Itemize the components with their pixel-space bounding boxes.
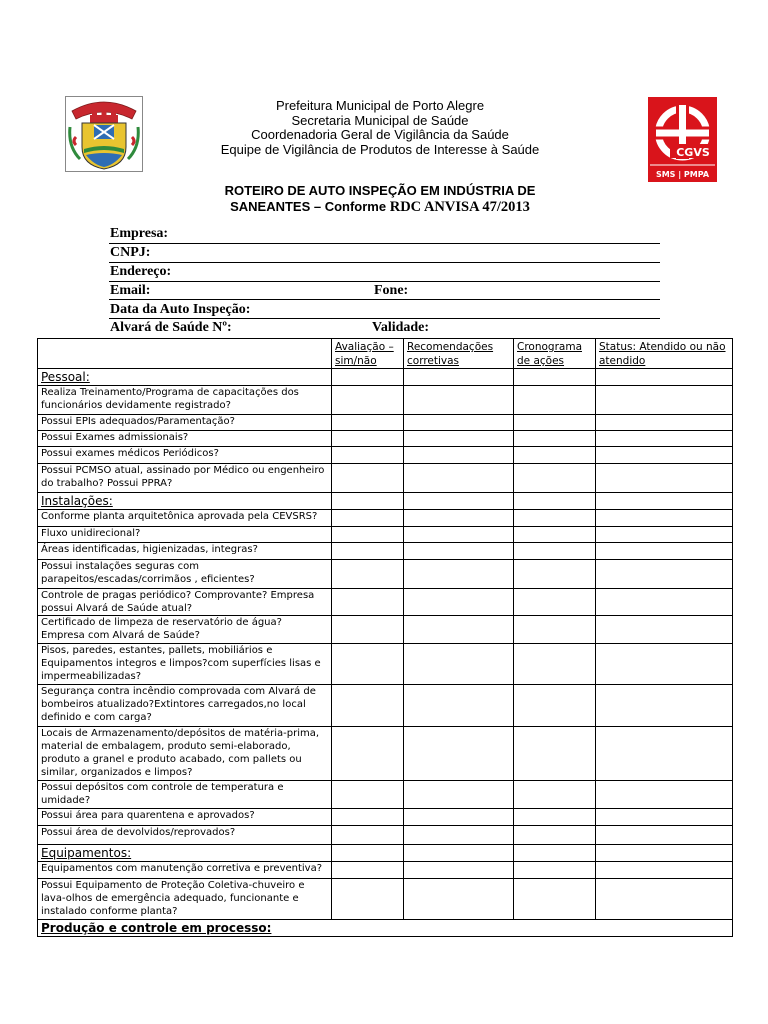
answer-cell[interactable] [404, 685, 514, 727]
answer-cell[interactable] [596, 527, 733, 543]
answer-cell[interactable] [404, 527, 514, 543]
answer-cell[interactable] [596, 431, 733, 447]
field-email-label: Email: [110, 283, 151, 298]
table-cell[interactable] [404, 493, 514, 510]
item-label: Conforme planta arquitetônica aprovada pela CEVSRS? [38, 510, 332, 527]
table-cell[interactable] [514, 369, 596, 386]
answer-cell[interactable] [596, 464, 733, 493]
answer-cell[interactable] [404, 447, 514, 464]
answer-cell[interactable] [332, 510, 404, 527]
checklist-table [37, 338, 733, 937]
answer-cell[interactable] [596, 862, 733, 879]
answer-cell[interactable] [514, 781, 596, 809]
item-label: Áreas identificadas, higienizadas, integras? [38, 543, 332, 560]
item-label: Pisos, paredes, estantes, pallets, mobiliários e Equipamentos integros e limpos?com superfícies lisas e impermeabilizadas? [38, 644, 332, 685]
answer-cell[interactable] [332, 644, 404, 685]
header-cell-status: Status: Atendido ou não atendido [596, 339, 733, 369]
field-email-line[interactable] [109, 299, 660, 300]
answer-cell[interactable] [514, 727, 596, 781]
answer-cell[interactable] [404, 464, 514, 493]
field-empresa-line[interactable] [109, 243, 660, 244]
table-row [38, 809, 733, 826]
header-line-1: Prefeitura Municipal de Porto Alegre [275, 98, 485, 113]
section-row [38, 493, 733, 510]
header-cell-recomendacoes: Recomendações corretivas [404, 339, 514, 369]
answer-cell[interactable] [514, 464, 596, 493]
answer-cell[interactable] [332, 616, 404, 644]
answer-cell[interactable] [332, 431, 404, 447]
table-row [38, 386, 733, 415]
answer-cell[interactable] [332, 415, 404, 431]
answer-cell[interactable] [404, 431, 514, 447]
answer-cell[interactable] [404, 809, 514, 826]
item-label: Possui área de devolvidos/reprovados? [38, 826, 332, 845]
answer-cell[interactable] [514, 862, 596, 879]
answer-cell[interactable] [514, 616, 596, 644]
title-line-2-a: SANEANTES – Conforme [230, 199, 390, 214]
answer-cell[interactable] [596, 826, 733, 845]
table-row [38, 464, 733, 493]
table-cell[interactable] [332, 845, 404, 862]
answer-cell[interactable] [514, 415, 596, 431]
item-label: Locais de Armazenamento/depósitos de matéria-prima, material de embalagem, produto semi-elaborado, produto a granel e produto acabado, com pallets ou similar, organizados e limpos? [38, 727, 332, 781]
answer-cell[interactable] [596, 781, 733, 809]
answer-cell[interactable] [332, 560, 404, 589]
answer-cell[interactable] [332, 464, 404, 493]
answer-cell[interactable] [404, 510, 514, 527]
section-row [38, 845, 733, 862]
table-cell[interactable] [514, 845, 596, 862]
answer-cell[interactable] [514, 431, 596, 447]
answer-cell[interactable] [514, 809, 596, 826]
answer-cell[interactable] [332, 527, 404, 543]
answer-cell[interactable] [404, 543, 514, 560]
answer-cell[interactable] [404, 781, 514, 809]
answer-cell[interactable] [332, 809, 404, 826]
table-cell[interactable] [404, 369, 514, 386]
table-row [38, 685, 733, 727]
answer-cell[interactable] [596, 447, 733, 464]
answer-cell[interactable] [596, 560, 733, 589]
answer-cell[interactable] [514, 685, 596, 727]
header-line-2: Secretaria Municipal de Saúde [291, 112, 469, 128]
table-cell[interactable] [514, 493, 596, 510]
answer-cell[interactable] [596, 616, 733, 644]
answer-cell[interactable] [404, 879, 514, 920]
porto-alegre-coat-of-arms-logo [65, 96, 143, 172]
cgvs-logo-subtext: SMS | PMPA [655, 170, 710, 179]
answer-cell[interactable] [404, 616, 514, 644]
item-label: Possui PCMSO atual, assinado por Médico ou engenheiro do trabalho? Possui PPRA? [38, 464, 332, 493]
answer-cell[interactable] [404, 589, 514, 616]
table-cell[interactable] [332, 369, 404, 386]
table-row [38, 415, 733, 431]
answer-cell[interactable] [332, 685, 404, 727]
item-label: Equipamentos com manutenção corretiva e preventiva? [38, 862, 332, 879]
item-label: Possui área para quarentena e aprovados? [38, 809, 332, 826]
cgvs-logo-text: CGVS [676, 146, 710, 159]
table-row [38, 527, 733, 543]
table-row [38, 781, 733, 809]
header-cell-avaliacao: Avaliação – sim/não [332, 339, 404, 369]
answer-cell[interactable] [596, 543, 733, 560]
answer-cell[interactable] [332, 781, 404, 809]
document-title [150, 183, 610, 215]
field-cnpj-label: CNPJ: [110, 245, 151, 260]
table-row [38, 879, 733, 920]
item-label: Possui instalações seguras com parapeitos/escadas/corrimãos , eficientes? [38, 560, 332, 589]
item-label: Possui depósitos com controle de temperatura e umidade? [38, 781, 332, 809]
answer-cell[interactable] [404, 644, 514, 685]
item-label: Segurança contra incêndio comprovada com Alvará de bombeiros atualizado?Extintores carregados,no local definido e com carga? [38, 685, 332, 727]
header-institution-block [180, 99, 580, 157]
table-cell[interactable] [596, 493, 733, 510]
field-empresa-label: Empresa: [110, 226, 169, 241]
item-label: Fluxo unidirecional? [38, 527, 332, 543]
header-line-3: Coordenadoria Geral de Vigilância da Saúde [251, 127, 509, 142]
answer-cell[interactable] [514, 447, 596, 464]
item-label: Possui EPIs adequados/Paramentação? [38, 415, 332, 431]
item-label: Certificado de limpeza de reservatório de água? Empresa com Alvará de Saúde? [38, 616, 332, 644]
answer-cell[interactable] [514, 826, 596, 845]
section-title-equipamentos: Equipamentos: [38, 845, 332, 862]
field-alvara-label: Alvará de Saúde Nº: [110, 320, 232, 335]
section-title-pessoal: Pessoal: [38, 369, 332, 386]
table-row [38, 862, 733, 879]
table-row [38, 826, 733, 845]
header-cell-cronograma: Cronograma de ações [514, 339, 596, 369]
answer-cell[interactable] [514, 589, 596, 616]
answer-cell[interactable] [404, 727, 514, 781]
title-line-2 [150, 199, 610, 215]
answer-cell[interactable] [514, 879, 596, 920]
answer-cell[interactable] [596, 809, 733, 826]
field-data-label: Data da Auto Inspeção: [110, 302, 251, 317]
answer-cell[interactable] [404, 826, 514, 845]
table-row [38, 431, 733, 447]
table-cell[interactable] [596, 845, 733, 862]
answer-cell[interactable] [332, 826, 404, 845]
answer-cell[interactable] [514, 560, 596, 589]
table-row [38, 589, 733, 616]
section-title-producao: Produção e controle em processo: [38, 920, 733, 937]
title-line-1: ROTEIRO DE AUTO INSPEÇÃO EM INDÚSTRIA DE [224, 183, 536, 198]
table-cell[interactable] [404, 845, 514, 862]
answer-cell[interactable] [404, 415, 514, 431]
answer-cell[interactable] [596, 727, 733, 781]
answer-cell[interactable] [332, 386, 404, 415]
answer-cell[interactable] [514, 543, 596, 560]
table-row [38, 616, 733, 644]
answer-cell[interactable] [596, 879, 733, 920]
table-row [38, 644, 733, 685]
table-row [38, 727, 733, 781]
section-title-instalacoes: Instalações: [38, 493, 332, 510]
item-label: Possui Exames admissionais? [38, 431, 332, 447]
item-label: Possui exames médicos Periódicos? [38, 447, 332, 464]
answer-cell[interactable] [332, 447, 404, 464]
item-label: Realiza Treinamento/Programa de capacitações dos funcionários devidamente registrado? [38, 386, 332, 415]
answer-cell[interactable] [404, 560, 514, 589]
item-label: Controle de pragas periódico? Comprovante? Empresa possui Alvará de Saúde atual? [38, 589, 332, 616]
answer-cell[interactable] [514, 386, 596, 415]
table-row [38, 510, 733, 527]
header-cell-item [38, 339, 332, 369]
answer-cell[interactable] [514, 644, 596, 685]
table-row [38, 543, 733, 560]
answer-cell[interactable] [596, 644, 733, 685]
title-line-2-b: RDC ANVISA 47/2013 [389, 199, 530, 215]
table-header-row [38, 339, 733, 369]
cgvs-logo [648, 97, 717, 182]
answer-cell[interactable] [596, 510, 733, 527]
field-cnpj-line[interactable] [109, 262, 660, 263]
table-row [38, 447, 733, 464]
answer-cell[interactable] [596, 589, 733, 616]
answer-cell[interactable] [404, 862, 514, 879]
item-label: Possui Equipamento de Proteção Coletiva-chuveiro e lava-olhos de emergência adequado, funcionante e instalado conforme planta? [38, 879, 332, 920]
field-data-line[interactable] [109, 318, 660, 319]
section-row [38, 369, 733, 386]
answer-cell[interactable] [514, 510, 596, 527]
table-cell[interactable] [332, 493, 404, 510]
answer-cell[interactable] [596, 386, 733, 415]
answer-cell[interactable] [332, 589, 404, 616]
answer-cell[interactable] [332, 727, 404, 781]
field-endereco-label: Endereço: [110, 264, 172, 279]
section-row [38, 920, 733, 937]
field-fone-label: Fone: [374, 283, 409, 298]
answer-cell[interactable] [514, 527, 596, 543]
answer-cell[interactable] [596, 415, 733, 431]
answer-cell[interactable] [332, 543, 404, 560]
field-validade-label: Validade: [372, 320, 430, 335]
table-row [38, 560, 733, 589]
header-line-4: Equipe de Vigilância de Produtos de Interesse à Saúde [220, 141, 540, 157]
answer-cell[interactable] [596, 685, 733, 727]
answer-cell[interactable] [332, 879, 404, 920]
answer-cell[interactable] [332, 862, 404, 879]
field-endereco-line[interactable] [109, 281, 660, 282]
table-cell[interactable] [596, 369, 733, 386]
answer-cell[interactable] [404, 386, 514, 415]
